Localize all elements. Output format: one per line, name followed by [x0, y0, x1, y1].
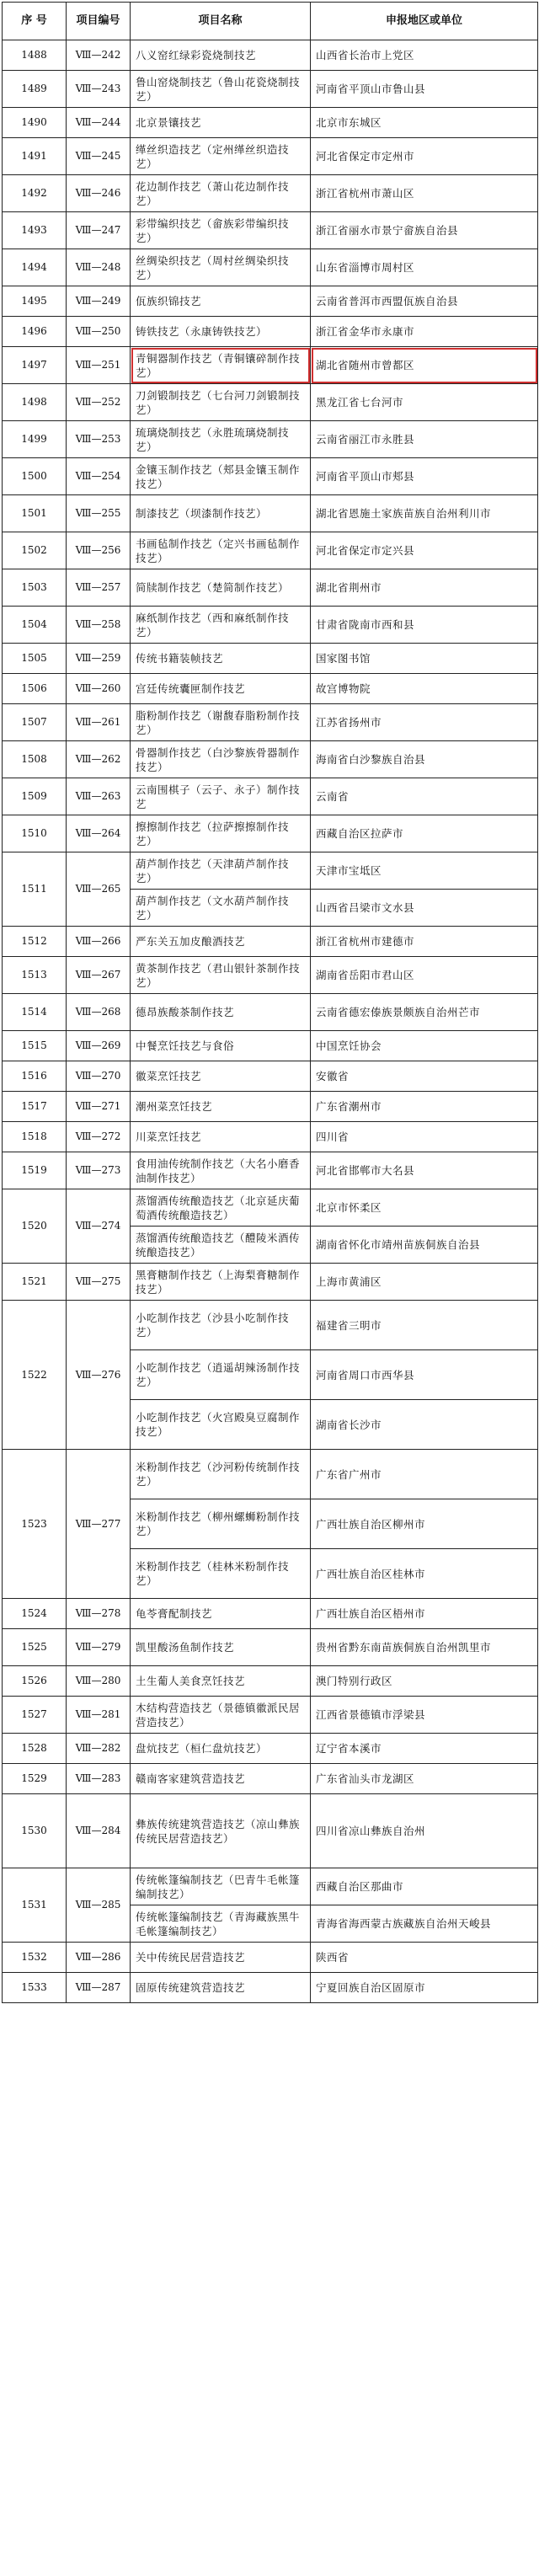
project-code: Ⅷ—276	[67, 1301, 131, 1450]
row-number: 1512	[3, 927, 67, 957]
heritage-list-table	[2, 2, 538, 2003]
applicant-region: 河南省平顶山市鲁山县	[311, 71, 538, 108]
applicant-region: 广西壮族自治区柳州市	[311, 1499, 538, 1549]
project-name: 宫廷传统囊匣制作技艺	[131, 674, 311, 704]
project-code: Ⅷ—266	[67, 927, 131, 957]
row-number: 1520	[3, 1189, 67, 1264]
applicant-region: 安徽省	[311, 1061, 538, 1092]
project-name: 丝绸染织技艺（周村丝绸染织技艺）	[131, 249, 311, 286]
row-number: 1530	[3, 1794, 67, 1868]
table-row	[3, 458, 538, 495]
project-name: 脂粉制作技艺（谢馥春脂粉制作技艺）	[131, 704, 311, 741]
row-number: 1527	[3, 1697, 67, 1734]
header-code: 项目编号	[67, 3, 131, 40]
table-row	[3, 212, 538, 249]
project-code: Ⅷ—275	[67, 1264, 131, 1301]
applicant-region: 江西省景德镇市浮梁县	[311, 1697, 538, 1734]
row-number: 1495	[3, 286, 67, 317]
project-code: Ⅷ—279	[67, 1629, 131, 1666]
table-row	[3, 347, 538, 384]
table-row	[3, 957, 538, 994]
project-name: 龟苓膏配制技艺	[131, 1599, 311, 1629]
table-row	[3, 495, 538, 532]
project-name: 关中传统民居营造技艺	[131, 1943, 311, 1973]
project-name: 土生葡人美食烹饪技艺	[131, 1666, 311, 1697]
row-number: 1519	[3, 1152, 67, 1189]
table-row	[3, 778, 538, 815]
project-name: 佤族织锦技艺	[131, 286, 311, 317]
project-name: 米粉制作技艺（沙河粉传统制作技艺）	[131, 1450, 311, 1499]
table-row	[3, 1189, 538, 1227]
project-code: Ⅷ—250	[67, 317, 131, 347]
row-number: 1498	[3, 384, 67, 421]
header-row	[3, 3, 538, 40]
project-name: 凯里酸汤鱼制作技艺	[131, 1629, 311, 1666]
project-code: Ⅷ—277	[67, 1450, 131, 1599]
applicant-region: 湖北省随州市曾都区	[311, 347, 538, 384]
applicant-region: 国家图书馆	[311, 644, 538, 674]
project-code: Ⅷ—274	[67, 1189, 131, 1264]
applicant-region: 广西壮族自治区桂林市	[311, 1549, 538, 1599]
project-name: 赣南客家建筑营造技艺	[131, 1764, 311, 1794]
applicant-region: 山西省长治市上党区	[311, 40, 538, 71]
project-name: 传统书籍装帧技艺	[131, 644, 311, 674]
project-code: Ⅷ—265	[67, 852, 131, 927]
table-row	[3, 1973, 538, 2003]
table-row	[3, 674, 538, 704]
project-name: 琉璃烧制技艺（永胜琉璃烧制技艺）	[131, 421, 311, 458]
table-row	[3, 108, 538, 138]
project-name: 蒸馏酒传统酿造技艺（醴陵米酒传统酿造技艺）	[131, 1227, 311, 1264]
row-number: 1531	[3, 1868, 67, 1943]
table-row	[3, 1599, 538, 1629]
applicant-region: 云南省丽江市永胜县	[311, 421, 538, 458]
project-code: Ⅷ—262	[67, 741, 131, 778]
row-number: 1490	[3, 108, 67, 138]
applicant-region: 广东省广州市	[311, 1450, 538, 1499]
applicant-region: 黑龙江省七台河市	[311, 384, 538, 421]
table-row	[3, 1031, 538, 1061]
applicant-region: 广东省潮州市	[311, 1092, 538, 1122]
project-code: Ⅷ—269	[67, 1031, 131, 1061]
table-row	[3, 286, 538, 317]
table-row	[3, 704, 538, 741]
project-name: 严东关五加皮酿酒技艺	[131, 927, 311, 957]
row-number: 1491	[3, 138, 67, 175]
header-region: 申报地区或单位	[311, 3, 538, 40]
table-row	[3, 1697, 538, 1734]
applicant-region: 上海市黄浦区	[311, 1264, 538, 1301]
project-name: 麻纸制作技艺（西和麻纸制作技艺）	[131, 607, 311, 644]
project-code: Ⅷ—257	[67, 569, 131, 607]
project-name: 川菜烹饪技艺	[131, 1122, 311, 1152]
project-code: Ⅷ—253	[67, 421, 131, 458]
project-name: 潮州菜烹饪技艺	[131, 1092, 311, 1122]
row-number: 1517	[3, 1092, 67, 1122]
project-code: Ⅷ—285	[67, 1868, 131, 1943]
project-code: Ⅷ—248	[67, 249, 131, 286]
table-row	[3, 1152, 538, 1189]
project-code: Ⅷ—271	[67, 1092, 131, 1122]
applicant-region: 江苏省扬州市	[311, 704, 538, 741]
table-row	[3, 421, 538, 458]
project-code: Ⅷ—246	[67, 175, 131, 212]
project-name: 刀剑锻制技艺（七台河刀剑锻制技艺）	[131, 384, 311, 421]
applicant-region: 青海省海西蒙古族藏族自治州天峻县	[311, 1905, 538, 1943]
project-name: 骨器制作技艺（白沙黎族骨器制作技艺）	[131, 741, 311, 778]
applicant-region: 四川省	[311, 1122, 538, 1152]
project-code: Ⅷ—267	[67, 957, 131, 994]
applicant-region: 福建省三明市	[311, 1301, 538, 1350]
table-body	[3, 40, 538, 2003]
applicant-region: 湖南省怀化市靖州苗族侗族自治县	[311, 1227, 538, 1264]
row-number: 1497	[3, 347, 67, 384]
row-number: 1521	[3, 1264, 67, 1301]
project-code: Ⅷ—256	[67, 532, 131, 569]
table-row	[3, 1943, 538, 1973]
project-name: 木结构营造技艺（景德镇徽派民居营造技艺）	[131, 1697, 311, 1734]
project-name: 黄茶制作技艺（君山银针茶制作技艺）	[131, 957, 311, 994]
project-name: 云南围棋子（云子、永子）制作技艺	[131, 778, 311, 815]
project-name: 传统帐篷编制技艺（巴青牛毛帐篷编制技艺）	[131, 1868, 311, 1905]
applicant-region: 湖北省恩施土家族苗族自治州利川市	[311, 495, 538, 532]
project-code: Ⅷ—244	[67, 108, 131, 138]
table-row	[3, 1264, 538, 1301]
project-name: 食用油传统制作技艺（大名小磨香油制作技艺）	[131, 1152, 311, 1189]
project-code: Ⅷ—254	[67, 458, 131, 495]
project-code: Ⅷ—263	[67, 778, 131, 815]
table-row	[3, 1301, 538, 1350]
applicant-region: 四川省凉山彝族自治州	[311, 1794, 538, 1868]
row-number: 1492	[3, 175, 67, 212]
table-row	[3, 994, 538, 1031]
applicant-region: 河北省邯郸市大名县	[311, 1152, 538, 1189]
project-name: 小吃制作技艺（火宫殿臭豆腐制作技艺）	[131, 1400, 311, 1450]
project-name: 青铜器制作技艺（青铜镶碎制作技艺）	[131, 347, 311, 384]
project-name: 简牍制作技艺（楚简制作技艺）	[131, 569, 311, 607]
project-name: 德昂族酸茶制作技艺	[131, 994, 311, 1031]
applicant-region: 湖南省岳阳市君山区	[311, 957, 538, 994]
project-name: 葫芦制作技艺（文水葫芦制作技艺）	[131, 890, 311, 927]
project-code: Ⅷ—281	[67, 1697, 131, 1734]
row-number: 1518	[3, 1122, 67, 1152]
project-code: Ⅷ—243	[67, 71, 131, 108]
table-row	[3, 1061, 538, 1092]
table-row	[3, 1666, 538, 1697]
row-number: 1516	[3, 1061, 67, 1092]
row-number: 1494	[3, 249, 67, 286]
table-row	[3, 852, 538, 890]
row-number: 1529	[3, 1764, 67, 1794]
project-code: Ⅷ—247	[67, 212, 131, 249]
table-row	[3, 607, 538, 644]
project-name: 彝族传统建筑营造技艺（凉山彝族传统民居营造技艺）	[131, 1794, 311, 1868]
row-number: 1513	[3, 957, 67, 994]
project-name: 缂丝织造技艺（定州缂丝织造技艺）	[131, 138, 311, 175]
applicant-region: 澳门特别行政区	[311, 1666, 538, 1697]
project-name: 传统帐篷编制技艺（青海藏族黑牛毛帐篷编制技艺）	[131, 1905, 311, 1943]
row-number: 1489	[3, 71, 67, 108]
project-code: Ⅷ—258	[67, 607, 131, 644]
project-code: Ⅷ—278	[67, 1599, 131, 1629]
table-row	[3, 138, 538, 175]
table-row	[3, 1629, 538, 1666]
project-name: 徽菜烹饪技艺	[131, 1061, 311, 1092]
table-row	[3, 40, 538, 71]
row-number: 1522	[3, 1301, 67, 1450]
applicant-region: 甘肃省陇南市西和县	[311, 607, 538, 644]
project-name: 八义窑红绿彩瓷烧制技艺	[131, 40, 311, 71]
row-number: 1501	[3, 495, 67, 532]
row-number: 1488	[3, 40, 67, 71]
row-number: 1508	[3, 741, 67, 778]
table-row	[3, 644, 538, 674]
applicant-region: 贵州省黔东南苗族侗族自治州凯里市	[311, 1629, 538, 1666]
project-code: Ⅷ—259	[67, 644, 131, 674]
project-code: Ⅷ—282	[67, 1734, 131, 1764]
applicant-region: 云南省普洱市西盟佤族自治县	[311, 286, 538, 317]
header-no: 序 号	[3, 3, 67, 40]
project-name: 彩带编织技艺（畲族彩带编织技艺）	[131, 212, 311, 249]
applicant-region: 北京市东城区	[311, 108, 538, 138]
project-code: Ⅷ—260	[67, 674, 131, 704]
applicant-region: 北京市怀柔区	[311, 1189, 538, 1227]
row-number: 1528	[3, 1734, 67, 1764]
applicant-region: 西藏自治区拉萨市	[311, 815, 538, 852]
project-name: 小吃制作技艺（逍遥胡辣汤制作技艺）	[131, 1350, 311, 1400]
project-code: Ⅷ—249	[67, 286, 131, 317]
row-number: 1510	[3, 815, 67, 852]
applicant-region: 湖北省荆州市	[311, 569, 538, 607]
row-number: 1514	[3, 994, 67, 1031]
applicant-region: 山西省吕梁市文水县	[311, 890, 538, 927]
applicant-region: 西藏自治区那曲市	[311, 1868, 538, 1905]
project-code: Ⅷ—251	[67, 347, 131, 384]
project-code: Ⅷ—286	[67, 1943, 131, 1973]
table-row	[3, 1868, 538, 1905]
row-number: 1526	[3, 1666, 67, 1697]
project-name: 蒸馏酒传统酿造技艺（北京延庆葡萄酒传统酿造技艺）	[131, 1189, 311, 1227]
row-number: 1515	[3, 1031, 67, 1061]
row-number: 1502	[3, 532, 67, 569]
row-number: 1511	[3, 852, 67, 927]
header-name: 项目名称	[131, 3, 311, 40]
project-name: 花边制作技艺（萧山花边制作技艺）	[131, 175, 311, 212]
table-row	[3, 532, 538, 569]
applicant-region: 天津市宝坻区	[311, 852, 538, 890]
applicant-region: 河北省保定市定州市	[311, 138, 538, 175]
row-number: 1525	[3, 1629, 67, 1666]
applicant-region: 浙江省杭州市建德市	[311, 927, 538, 957]
project-code: Ⅷ—280	[67, 1666, 131, 1697]
applicant-region: 山东省淄博市周村区	[311, 249, 538, 286]
applicant-region: 云南省	[311, 778, 538, 815]
project-code: Ⅷ—287	[67, 1973, 131, 2003]
project-code: Ⅷ—245	[67, 138, 131, 175]
project-code: Ⅷ—242	[67, 40, 131, 71]
project-code: Ⅷ—273	[67, 1152, 131, 1189]
project-name: 中餐烹饪技艺与食俗	[131, 1031, 311, 1061]
table-row	[3, 927, 538, 957]
applicant-region: 河北省保定市定兴县	[311, 532, 538, 569]
project-name: 小吃制作技艺（沙县小吃制作技艺）	[131, 1301, 311, 1350]
applicant-region: 浙江省丽水市景宁畲族自治县	[311, 212, 538, 249]
row-number: 1506	[3, 674, 67, 704]
applicant-region: 河南省周口市西华县	[311, 1350, 538, 1400]
row-number: 1504	[3, 607, 67, 644]
row-number: 1503	[3, 569, 67, 607]
table-row	[3, 569, 538, 607]
row-number: 1500	[3, 458, 67, 495]
project-code: Ⅷ—268	[67, 994, 131, 1031]
table-row	[3, 1794, 538, 1868]
project-name: 制漆技艺（坝漆制作技艺）	[131, 495, 311, 532]
row-number: 1533	[3, 1973, 67, 2003]
table-row	[3, 1450, 538, 1499]
applicant-region: 广西壮族自治区梧州市	[311, 1599, 538, 1629]
applicant-region: 浙江省杭州市萧山区	[311, 175, 538, 212]
project-name: 黑膏糖制作技艺（上海梨膏糖制作技艺）	[131, 1264, 311, 1301]
table-row	[3, 1764, 538, 1794]
applicant-region: 陕西省	[311, 1943, 538, 1973]
row-number: 1507	[3, 704, 67, 741]
project-code: Ⅷ—252	[67, 384, 131, 421]
project-name: 米粉制作技艺（桂林米粉制作技艺）	[131, 1549, 311, 1599]
row-number: 1493	[3, 212, 67, 249]
project-name: 金镶玉制作技艺（郏县金镶玉制作技艺）	[131, 458, 311, 495]
project-name: 北京景镶技艺	[131, 108, 311, 138]
project-code: Ⅷ—264	[67, 815, 131, 852]
project-name: 米粉制作技艺（柳州螺蛳粉制作技艺）	[131, 1499, 311, 1549]
project-code: Ⅷ—284	[67, 1794, 131, 1868]
row-number: 1532	[3, 1943, 67, 1973]
project-code: Ⅷ—272	[67, 1122, 131, 1152]
project-name: 书画毡制作技艺（定兴书画毡制作技艺）	[131, 532, 311, 569]
applicant-region: 云南省德宏傣族景颇族自治州芒市	[311, 994, 538, 1031]
table-row	[3, 815, 538, 852]
project-name: 铸铁技艺（永康铸铁技艺）	[131, 317, 311, 347]
table-row	[3, 317, 538, 347]
project-name: 固原传统建筑营造技艺	[131, 1973, 311, 2003]
table-row	[3, 71, 538, 108]
project-name: 盘炕技艺（桓仁盘炕技艺）	[131, 1734, 311, 1764]
table-row	[3, 1092, 538, 1122]
row-number: 1505	[3, 644, 67, 674]
table-row	[3, 384, 538, 421]
table-row	[3, 741, 538, 778]
table-row	[3, 1734, 538, 1764]
project-code: Ⅷ—283	[67, 1764, 131, 1794]
row-number: 1509	[3, 778, 67, 815]
project-name: 擦擦制作技艺（拉萨擦擦制作技艺）	[131, 815, 311, 852]
row-number: 1499	[3, 421, 67, 458]
table-row	[3, 249, 538, 286]
applicant-region: 宁夏回族自治区固原市	[311, 1973, 538, 2003]
applicant-region: 浙江省金华市永康市	[311, 317, 538, 347]
project-code: Ⅷ—255	[67, 495, 131, 532]
table-row	[3, 1122, 538, 1152]
project-code: Ⅷ—261	[67, 704, 131, 741]
applicant-region: 湖南省长沙市	[311, 1400, 538, 1450]
applicant-region: 中国烹饪协会	[311, 1031, 538, 1061]
applicant-region: 河南省平顶山市郏县	[311, 458, 538, 495]
applicant-region: 故宫博物院	[311, 674, 538, 704]
row-number: 1524	[3, 1599, 67, 1629]
project-name: 鲁山窑烧制技艺（鲁山花瓷烧制技艺）	[131, 71, 311, 108]
project-code: Ⅷ—270	[67, 1061, 131, 1092]
project-name: 葫芦制作技艺（天津葫芦制作技艺）	[131, 852, 311, 890]
applicant-region: 海南省白沙黎族自治县	[311, 741, 538, 778]
table-row	[3, 175, 538, 212]
row-number: 1523	[3, 1450, 67, 1599]
applicant-region: 辽宁省本溪市	[311, 1734, 538, 1764]
row-number: 1496	[3, 317, 67, 347]
applicant-region: 广东省汕头市龙湖区	[311, 1764, 538, 1794]
